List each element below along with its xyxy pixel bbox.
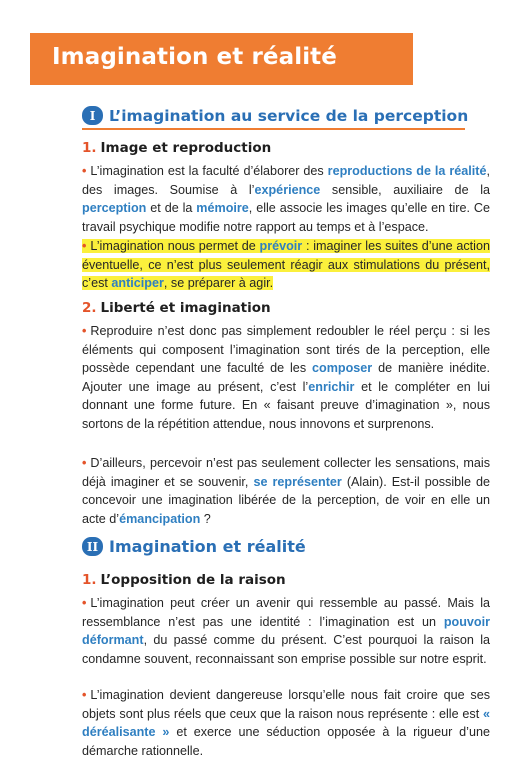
section-title: Imagination et réalité bbox=[109, 537, 306, 556]
bullet-dot-icon: • bbox=[82, 456, 87, 470]
section-title: L’imagination au service de la perception bbox=[109, 106, 469, 125]
paragraph: • D’ailleurs, percevoir n’est pas seulement collecter les sensations, mais déjà imaginer et se souvenir, se représenter (Alain). Est-il possible de concevoir une imagination libérée de la perception, de voir en elle un acte d’émancipation ? bbox=[82, 456, 490, 526]
subsection-heading bbox=[82, 572, 286, 588]
keyword: se représenter bbox=[253, 474, 342, 489]
bullet-dot-icon: • bbox=[82, 596, 87, 610]
keyword: pouvoir déformant bbox=[82, 614, 490, 647]
paragraph: • L’imagination devient dangereuse lorsqu’elle nous fait croire que ses objets sont plus réels que ceux que la raison nous représente : elle est « déréalisante » et exerce une séduction opposée à la rigueur d’une démarche rationnelle. bbox=[82, 688, 490, 758]
section-number-badge: II bbox=[82, 537, 103, 556]
subsection-number: 1. bbox=[82, 140, 97, 156]
subsection-title: Liberté et imagination bbox=[100, 300, 271, 316]
keyword: composer bbox=[312, 361, 373, 375]
section-number-badge: I bbox=[82, 106, 103, 125]
subsection-title: L’opposition de la raison bbox=[100, 572, 286, 588]
keyword: expérience bbox=[254, 182, 321, 197]
subsection-number: 1. bbox=[82, 572, 97, 588]
subsection-heading bbox=[82, 140, 271, 156]
keyword: mémoire bbox=[196, 201, 249, 215]
section-heading-2 bbox=[82, 537, 306, 556]
keyword: « déréalisante » bbox=[82, 706, 490, 739]
bullet-dot-icon: • bbox=[82, 239, 87, 253]
bullet-dot-icon: • bbox=[82, 324, 87, 338]
keyword: prévoir bbox=[259, 239, 303, 253]
paragraph: • L’imagination est la faculté d’élaborer des reproductions de la réalité, des images. Soumise à l’expérience sensible, auxiliaire de la perception et de la mémoire, elle associe les images qu’elle en tire. Ce travail psychique modifie notre rapport au temps et à l’espace. bbox=[82, 164, 490, 234]
keyword: émancipation bbox=[119, 511, 201, 526]
keyword: perception bbox=[82, 201, 147, 215]
bullet-dot-icon: • bbox=[82, 164, 87, 178]
bullet-dot-icon: • bbox=[82, 688, 87, 702]
paragraph: • L’imagination peut créer un avenir qui ressemble au passé. Mais la ressemblance n’est pas une identité : l’imagination est un pouvoir déformant, du passé comme du présent. C’est pourquoi la raison la condamne souvent, reconnaissant son emprise possible sur notre esprit. bbox=[82, 596, 490, 666]
keyword: enrichir bbox=[308, 379, 355, 394]
paragraph: • Reproduire n’est donc pas simplement redoubler le réel perçu : si les éléments qui composent l’imagination sont tirés de la perception, elle possède cependant une faculté de les composer de manière inédite. Ajouter une image au présent, c’est l’enrichir et le compléter en lui donnant une forme future. En « faisant preuve d’imagination », nous sortons de la répétition attendue, nous innovons et surprenons. bbox=[82, 324, 491, 431]
subsection-heading bbox=[82, 300, 271, 316]
keyword: anticiper bbox=[111, 276, 164, 290]
subsection-number: 2. bbox=[82, 300, 97, 316]
subsection-title: Image et reproduction bbox=[100, 140, 272, 156]
chapter-title: Imagination et réalité bbox=[52, 44, 337, 70]
section-heading-1 bbox=[82, 106, 468, 125]
keyword: reproductions de la réalité bbox=[327, 164, 487, 178]
highlighted-paragraph: • L’imagination nous permet de prévoir : imaginer les suites d’une action éventuelle, ce n’est plus seulement réagir aux stimulations du présent, c’est anticiper, se préparer à agir. bbox=[82, 239, 490, 290]
section-underline bbox=[82, 128, 465, 130]
